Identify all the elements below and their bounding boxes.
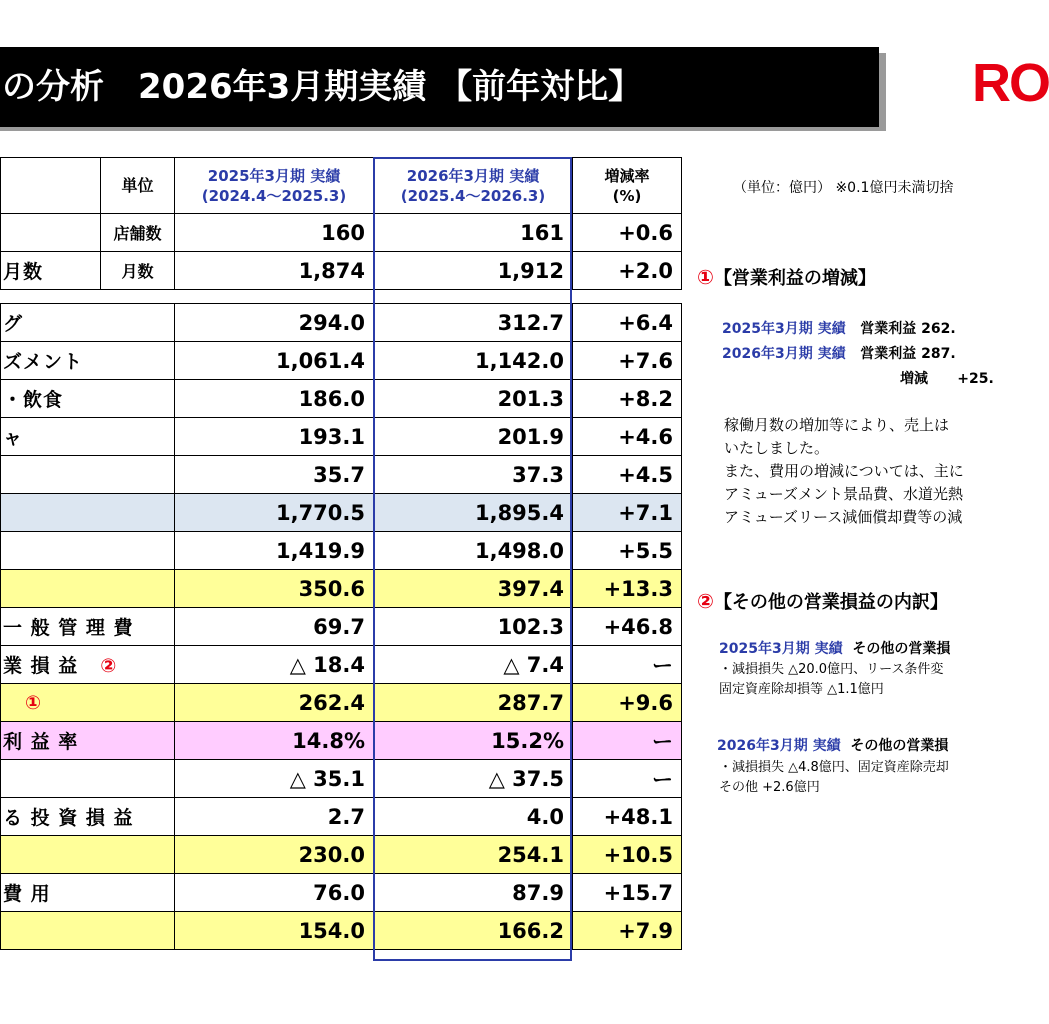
row-label	[1, 874, 175, 912]
table-row	[1, 646, 682, 684]
value-2025: 230.0	[175, 836, 374, 874]
table-row	[1, 798, 682, 836]
row-label	[1, 646, 175, 684]
table-row	[1, 684, 682, 722]
row-label: 月数	[1, 252, 101, 290]
value-rate: +0.6	[573, 214, 682, 252]
value-rate: +4.5	[573, 456, 682, 494]
table-row	[1, 380, 682, 418]
value-rate: +15.7	[573, 874, 682, 912]
value-rate: +2.0	[573, 252, 682, 290]
row-label	[1, 494, 175, 532]
header-label-cell	[1, 158, 101, 214]
row-label-text: 業 損 益	[3, 655, 79, 677]
sec1-line1-text: 営業利益 262.	[860, 321, 956, 337]
value-rate: +7.1	[573, 494, 682, 532]
value-2025: 193.1	[175, 418, 374, 456]
value-2026: 37.3	[374, 456, 573, 494]
value-2025: 1,770.5	[175, 494, 374, 532]
table-row	[1, 760, 682, 798]
row-label-text: 一 般 管 理 費	[3, 617, 134, 639]
row-label-text: ャ	[3, 427, 24, 449]
row-label-text: る 投 資 損 益	[3, 807, 134, 829]
value-2025: 154.0	[175, 912, 374, 950]
spacer-cell	[175, 290, 374, 304]
header-2026-period: (2025.4～2026.3)	[400, 186, 546, 205]
row-label	[1, 532, 175, 570]
table-row	[1, 304, 682, 342]
value-2025: 294.0	[175, 304, 374, 342]
table-row	[1, 418, 682, 456]
value-2026: △ 7.4	[374, 646, 573, 684]
value-2025: 1,419.9	[175, 532, 374, 570]
value-2025: 35.7	[175, 456, 374, 494]
sec1-line2-text: 営業利益 287.	[860, 346, 956, 362]
value-rate: +46.8	[573, 608, 682, 646]
row-label	[1, 380, 175, 418]
text-line: いたしました。	[724, 439, 830, 457]
header-rate-unit: (%)	[612, 186, 642, 205]
unit-note: （単位：億円） ※0.1億円未満切捨	[733, 180, 954, 196]
value-rate: +10.5	[573, 836, 682, 874]
row-unit: 店舗数	[101, 214, 175, 252]
value-rate: +7.9	[573, 912, 682, 950]
text-line: アミューズメント景品費、水道光熱	[724, 485, 963, 503]
value-2025: 1,061.4	[175, 342, 374, 380]
section2-heading	[697, 588, 948, 614]
row-label	[1, 304, 175, 342]
text-line: また、費用の増減については、主に	[724, 462, 964, 480]
value-2026: 201.9	[374, 418, 573, 456]
header-2026-title: 2026年3月期 実績	[406, 166, 540, 185]
table-row	[1, 252, 682, 290]
value-2026: △ 37.5	[374, 760, 573, 798]
sec1-line2-period: 2026年3月期 実績	[722, 346, 846, 362]
value-2026: 161	[374, 214, 573, 252]
value-rate: +8.2	[573, 380, 682, 418]
value-2025: 186.0	[175, 380, 374, 418]
row-label-text: 利 益 率	[3, 731, 79, 753]
row-label	[1, 418, 175, 456]
text-line: ・減損損失 △4.8億円、固定資産除売却	[719, 760, 949, 775]
row-label	[1, 570, 175, 608]
section2-marker: ②	[697, 589, 714, 613]
section1-marker: ①	[697, 265, 714, 289]
sec1-line1-period: 2025年3月期 実績	[722, 321, 846, 337]
sec2a-text: その他の営業損	[852, 641, 951, 657]
text-line: その他 +2.6億円	[719, 780, 820, 795]
value-2025: 2.7	[175, 798, 374, 836]
sec2b-line	[717, 735, 948, 755]
value-2026: 397.4	[374, 570, 573, 608]
row-label-text: 費 用	[3, 883, 51, 905]
row-label	[1, 836, 175, 874]
spacer-cell	[101, 290, 175, 304]
row-label	[1, 760, 175, 798]
value-2026: 87.9	[374, 874, 573, 912]
table-row	[1, 912, 682, 950]
value-2026: 4.0	[374, 798, 573, 836]
section1-title: 【営業利益の増減】	[713, 268, 876, 289]
value-2025: 69.7	[175, 608, 374, 646]
value-2026: 1,498.0	[374, 532, 573, 570]
table-row	[1, 874, 682, 912]
value-rate: +6.4	[573, 304, 682, 342]
text-line: 稼働月数の増加等により、売上は	[724, 416, 950, 434]
sec1-line3-label: 増減	[900, 371, 928, 387]
value-rate: +13.3	[573, 570, 682, 608]
row-label-text: ・飲食	[3, 389, 64, 411]
text-line: 固定資産除却損等 △1.1億円	[719, 682, 884, 697]
value-2025: 14.8%	[175, 722, 374, 760]
section1-heading	[697, 264, 876, 290]
sec1-line2	[722, 343, 956, 363]
sec1-line3-value: +25.	[957, 371, 994, 387]
value-2025: 160	[175, 214, 374, 252]
financial-table	[0, 157, 682, 950]
sec2a-line	[719, 638, 950, 658]
header-2025	[175, 158, 374, 214]
header-rate-title: 増減率	[604, 166, 650, 185]
table-spacer	[1, 290, 682, 304]
sec1-line3	[900, 368, 994, 388]
page-title: の分析 2026年3月期実績 【前年対比】	[0, 47, 879, 127]
table-row	[1, 342, 682, 380]
value-2026: 201.3	[374, 380, 573, 418]
table-row	[1, 608, 682, 646]
value-2025: 350.6	[175, 570, 374, 608]
row-label-text: ズメント	[3, 351, 84, 373]
value-2025: 76.0	[175, 874, 374, 912]
table-row	[1, 570, 682, 608]
text-line: アミューズリース減価償却費等の減	[724, 508, 963, 526]
value-2026: 312.7	[374, 304, 573, 342]
row-label	[1, 684, 175, 722]
value-rate: +48.1	[573, 798, 682, 836]
value-2026: 254.1	[374, 836, 573, 874]
sec2a-body	[719, 660, 943, 700]
table-row	[1, 836, 682, 874]
value-rate: +7.6	[573, 342, 682, 380]
table-row	[1, 456, 682, 494]
value-rate: ー	[573, 646, 682, 684]
table-row	[1, 532, 682, 570]
row-marker: ②	[100, 655, 118, 677]
value-2026: 1,142.0	[374, 342, 573, 380]
value-rate: +5.5	[573, 532, 682, 570]
row-label	[1, 912, 175, 950]
value-2026: 102.3	[374, 608, 573, 646]
value-rate: ー	[573, 722, 682, 760]
company-logo: RO	[972, 53, 1049, 113]
value-2026: 15.2%	[374, 722, 573, 760]
table-row	[1, 722, 682, 760]
value-2026: 287.7	[374, 684, 573, 722]
header-2025-title: 2025年3月期 実績	[207, 166, 341, 185]
sec1-line1	[722, 318, 956, 338]
row-label	[1, 798, 175, 836]
text-line: ・減損損失 △20.0億円、リース条件変	[719, 662, 944, 677]
sec2b-period: 2026年3月期 実績	[717, 738, 841, 754]
header-unit: 単位	[101, 158, 175, 214]
row-label	[1, 456, 175, 494]
sec2a-period: 2025年3月期 実績	[719, 641, 843, 657]
spacer-cell	[573, 290, 682, 304]
section2-title: 【その他の営業損益の内訳】	[713, 592, 948, 613]
row-label	[1, 342, 175, 380]
header-2026	[374, 158, 573, 214]
row-label	[1, 608, 175, 646]
value-2026: 1,912	[374, 252, 573, 290]
value-2026: 1,895.4	[374, 494, 573, 532]
sec2b-body	[719, 758, 949, 798]
row-label	[1, 722, 175, 760]
spacer-cell	[1, 290, 101, 304]
header-rate	[573, 158, 682, 214]
table-row	[1, 214, 682, 252]
value-rate: +9.6	[573, 684, 682, 722]
value-2025: △ 18.4	[175, 646, 374, 684]
value-rate: ー	[573, 760, 682, 798]
row-marker: ①	[25, 691, 43, 714]
value-2025: 262.4	[175, 684, 374, 722]
row-label	[1, 214, 101, 252]
row-label-text: グ	[3, 313, 24, 335]
section1-body	[724, 414, 964, 529]
table-row	[1, 494, 682, 532]
sec2b-text: その他の営業損	[850, 738, 949, 754]
value-2026: 166.2	[374, 912, 573, 950]
header-2025-period: (2024.4～2025.3)	[201, 186, 347, 205]
value-2025: △ 35.1	[175, 760, 374, 798]
row-unit: 月数	[101, 252, 175, 290]
spacer-cell	[374, 290, 573, 304]
table-header-row	[1, 158, 682, 214]
value-rate: +4.6	[573, 418, 682, 456]
value-2025: 1,874	[175, 252, 374, 290]
